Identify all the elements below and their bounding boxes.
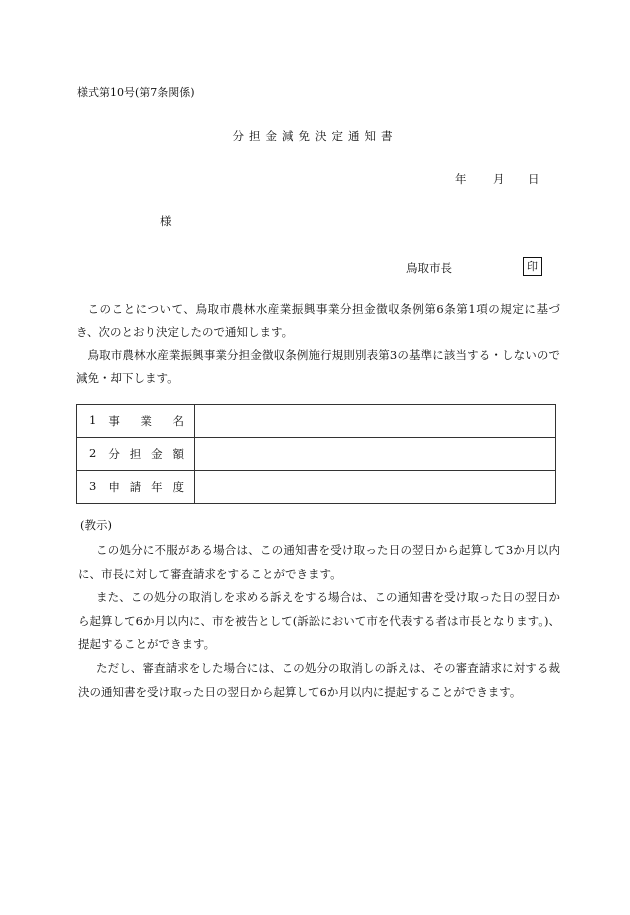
table-row-project-name <box>77 405 556 438</box>
issuer-name: 鳥取市長 <box>406 261 452 275</box>
seal-mark: 印 <box>523 257 542 276</box>
charge-amount-value-cell <box>195 438 556 471</box>
form-number: 様式第10号(第7条関係) <box>77 86 195 99</box>
table-label-cell <box>77 471 195 504</box>
label-char: 額 <box>172 447 184 461</box>
table-row-charge-amount <box>77 438 556 471</box>
table-row-application-year <box>77 471 556 504</box>
recipient-honorific: 様 <box>160 214 172 228</box>
date-day-label: 日 <box>528 172 540 186</box>
label-char: 度 <box>172 480 184 494</box>
intro-paragraph-1: このことについて、鳥取市農林水産業振興事業分担金徴収条例第6条第1項の規定に基づき、次のとおり決定したので通知します。 <box>76 302 560 339</box>
date-month-label: 月 <box>493 172 505 186</box>
notice-paragraph-3: ただし、審査請求をした場合には、この処分の取消しの訴えは、その審査請求に対する裁決の通知書を受け取った日の翌日から起算して6か月以内に提起することができます。 <box>78 661 560 699</box>
label-char: 金 <box>151 447 163 461</box>
row-number: 3 <box>89 479 97 493</box>
label-char: 請 <box>129 480 142 494</box>
label-char: 年 <box>151 480 163 494</box>
row-number: 2 <box>89 446 97 460</box>
label-char: 分 <box>108 447 120 461</box>
notice-heading: (教示) <box>80 518 112 532</box>
table-label-cell <box>77 438 195 471</box>
info-table <box>76 404 556 504</box>
date-year-label: 年 <box>455 172 467 186</box>
label-char: 業 <box>140 414 152 428</box>
application-year-value-cell <box>195 471 556 504</box>
label-char: 名 <box>172 414 184 428</box>
label-char: 申 <box>108 480 120 494</box>
notice-paragraph-2: また、この処分の取消しを求める訴えをする場合は、この通知書を受け取った日の翌日から起算して6か月以内に、市を被告として(訴訟において市を代表する者は市長となります。)、提起することができます。 <box>78 590 560 651</box>
label-char: 事 <box>108 414 120 428</box>
row-number: 1 <box>89 413 97 427</box>
project-name-value-cell <box>195 405 556 438</box>
intro-paragraph-2: 鳥取市農林水産業振興事業分担金徴収条例施行規則別表第3の基準に該当する・しないので減免・却下します。 <box>76 348 560 385</box>
document-title: 分担金減免決定通知書 <box>232 129 398 143</box>
table-label-cell <box>77 405 195 438</box>
label-char: 担 <box>129 447 142 461</box>
notice-paragraph-1: この処分に不服がある場合は、この通知書を受け取った日の翌日から起算して3か月以内に、市長に対して審査請求をすることができます。 <box>78 543 560 581</box>
